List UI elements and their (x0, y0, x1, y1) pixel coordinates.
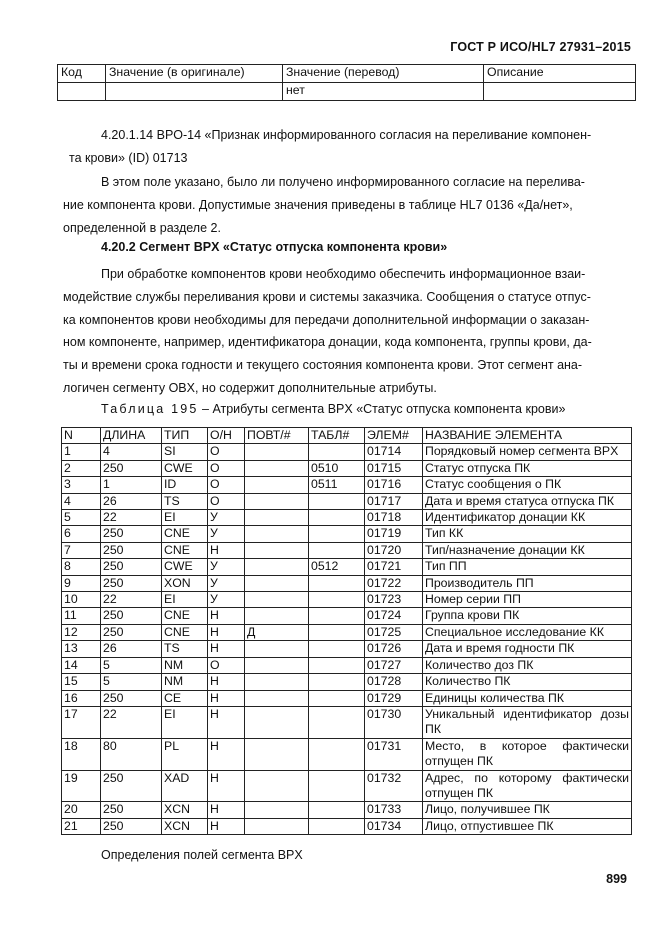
table-cell (309, 674, 365, 690)
table-cell: 01722 (365, 575, 423, 591)
table-cell: 01724 (365, 608, 423, 624)
table-cell: Н (208, 641, 245, 657)
column-header: N (62, 428, 101, 444)
column-header: ПОВТ/# (245, 428, 309, 444)
table-cell: TS (162, 493, 208, 509)
table-cell: 26 (101, 493, 162, 509)
column-header: Код (58, 65, 106, 83)
table-cell: О (208, 657, 245, 673)
table-cell: О (208, 460, 245, 476)
table-cell: 22 (101, 510, 162, 526)
table-cell: SI (162, 444, 208, 460)
table-cell: Н (208, 770, 245, 802)
table-cell (245, 477, 309, 493)
table-cell: NM (162, 674, 208, 690)
table-cell (245, 460, 309, 476)
table-cell: 7 (62, 542, 101, 558)
table-cell (484, 83, 636, 101)
table-cell: нет (283, 83, 484, 101)
table-cell (245, 657, 309, 673)
table-cell: 26 (101, 641, 162, 657)
table-cell: XAD (162, 770, 208, 802)
table-cell (245, 690, 309, 706)
table-cell: Дата и время годности ПК (423, 641, 632, 657)
table-cell (245, 510, 309, 526)
table-cell: У (208, 510, 245, 526)
text-line: ка компонентов крови необходимы для передачи дополнительной информации о заказан- (63, 312, 590, 327)
table-cell (245, 818, 309, 834)
table-caption-text: – Атрибуты сегмента BPX «Статус отпуска компонента крови» (198, 402, 566, 416)
table-cell: EI (162, 706, 208, 738)
column-header: ТИП (162, 428, 208, 444)
table-cell: 250 (101, 802, 162, 818)
table-cell: CWE (162, 559, 208, 575)
table-cell: Количество доз ПК (423, 657, 632, 673)
table-cell (58, 83, 106, 101)
bpx-attributes-table (61, 427, 632, 835)
table-row (62, 460, 632, 476)
table-cell (245, 575, 309, 591)
table-cell (309, 624, 365, 640)
table-row (58, 83, 636, 101)
table-cell (245, 738, 309, 770)
text-line: ние компонента крови. Допустимые значения приведены в таблице HL7 0136 «Да/нет», (63, 197, 573, 212)
table-cell (309, 542, 365, 558)
table-cell (245, 674, 309, 690)
field-definitions-heading: Определения полей сегмента BPX (101, 848, 303, 862)
table-cell: 250 (101, 460, 162, 476)
text-line: ты и времени срока годности и текущего состояния компонента крови. Этот сегмент ана- (63, 358, 583, 373)
table-cell (245, 770, 309, 802)
table-cell (245, 706, 309, 738)
table-row (62, 493, 632, 509)
table-cell: Лицо, получившее ПК (423, 802, 632, 818)
table-cell: 1 (62, 444, 101, 460)
table-cell: 01731 (365, 738, 423, 770)
table-cell: 1 (101, 477, 162, 493)
table-cell: TS (162, 641, 208, 657)
table-cell (309, 575, 365, 591)
table-cell (309, 706, 365, 738)
table-cell (245, 526, 309, 542)
table-cell: 250 (101, 818, 162, 834)
table-header-row (58, 65, 636, 83)
table-cell (245, 641, 309, 657)
table-cell: 5 (62, 510, 101, 526)
text-line: В этом поле указано, было ли получено информированного согласие на перелива- (101, 175, 585, 189)
table-cell: 250 (101, 608, 162, 624)
section-paragraph (63, 263, 630, 400)
table-cell (309, 738, 365, 770)
column-header: Значение (перевод) (283, 65, 484, 83)
table-row (62, 770, 632, 802)
table-cell: 0510 (309, 460, 365, 476)
table-cell: Статус сообщения о ПК (423, 477, 632, 493)
table-cell: XON (162, 575, 208, 591)
table-cell: Номер серии ПП (423, 592, 632, 608)
table-cell (245, 444, 309, 460)
table-cell: 4 (101, 444, 162, 460)
table-cell: Идентификатор донации КК (423, 510, 632, 526)
table-row (62, 608, 632, 624)
table-row (62, 444, 632, 460)
text-line: ном компоненте, например, идентификатора донации, кода компонента, группы крови, да- (63, 335, 592, 350)
page-number: 899 (606, 872, 627, 886)
table-cell: 11 (62, 608, 101, 624)
table-cell: Д (245, 624, 309, 640)
table-cell: Порядковый номер сегмента BPX (423, 444, 632, 460)
table-cell: 01726 (365, 641, 423, 657)
table-cell (245, 802, 309, 818)
table-row (62, 559, 632, 575)
table-cell: Н (208, 608, 245, 624)
values-table (57, 64, 636, 101)
table-cell: 20 (62, 802, 101, 818)
table-cell: ID (162, 477, 208, 493)
table-cell: 01733 (365, 802, 423, 818)
table-cell: 18 (62, 738, 101, 770)
table-row (62, 818, 632, 834)
table-cell: EI (162, 510, 208, 526)
column-header: ДЛИНА (101, 428, 162, 444)
table-row (62, 641, 632, 657)
table-cell (245, 542, 309, 558)
table-cell (245, 559, 309, 575)
table-cell: 01727 (365, 657, 423, 673)
table-cell: 01715 (365, 460, 423, 476)
table-cell: 3 (62, 477, 101, 493)
table-caption-label: Таблица 195 (101, 402, 199, 416)
table-cell: 01728 (365, 674, 423, 690)
table-cell: Группа крови ПК (423, 608, 632, 624)
table-caption (101, 402, 565, 416)
table-cell: 0511 (309, 477, 365, 493)
table-row (62, 510, 632, 526)
table-cell: CNE (162, 542, 208, 558)
field-title-line: та крови» (ID) 01713 (69, 150, 188, 165)
table-cell (309, 690, 365, 706)
table-cell: 01734 (365, 818, 423, 834)
table-cell: 10 (62, 592, 101, 608)
table-cell: 01716 (365, 477, 423, 493)
table-cell (309, 510, 365, 526)
table-cell: 250 (101, 770, 162, 802)
table-cell: Статус отпуска ПК (423, 460, 632, 476)
table-cell: 17 (62, 706, 101, 738)
table-cell: 250 (101, 690, 162, 706)
table-cell: Лицо, отпустившее ПК (423, 818, 632, 834)
table-cell (309, 526, 365, 542)
table-cell: 01729 (365, 690, 423, 706)
table-cell: Тип ПП (423, 559, 632, 575)
table-cell: 15 (62, 674, 101, 690)
table-cell (309, 818, 365, 834)
table-cell (309, 770, 365, 802)
table-cell: О (208, 477, 245, 493)
table-cell: У (208, 592, 245, 608)
section-heading: 4.20.2 Сегмент BPX «Статус отпуска компонента крови» (101, 240, 448, 254)
table-header-row (62, 428, 632, 444)
table-cell: 8 (62, 559, 101, 575)
column-header: О/Н (208, 428, 245, 444)
column-header: НАЗВАНИЕ ЭЛЕМЕНТА (423, 428, 632, 444)
table-cell (309, 444, 365, 460)
table-cell: Н (208, 818, 245, 834)
table-cell (309, 641, 365, 657)
table-cell: Н (208, 706, 245, 738)
table-cell: Специальное исследование КК (423, 624, 632, 640)
table-cell: У (208, 575, 245, 591)
table-cell: Производитель ПП (423, 575, 632, 591)
table-cell: О (208, 444, 245, 460)
table-cell: 250 (101, 559, 162, 575)
table-cell: У (208, 559, 245, 575)
table-row (62, 477, 632, 493)
table-cell (309, 493, 365, 509)
table-cell: 12 (62, 624, 101, 640)
field-title-paragraph (63, 124, 630, 170)
table-cell: 01714 (365, 444, 423, 460)
table-cell: 14 (62, 657, 101, 673)
table-cell: 16 (62, 690, 101, 706)
table-cell: Н (208, 624, 245, 640)
table-cell: 5 (101, 657, 162, 673)
table-cell: Н (208, 674, 245, 690)
table-cell: 22 (101, 706, 162, 738)
table-row (62, 592, 632, 608)
text-line: определенной в разделе 2. (63, 220, 221, 235)
table-row (62, 624, 632, 640)
table-cell: 5 (101, 674, 162, 690)
table-cell: EI (162, 592, 208, 608)
table-cell: 01723 (365, 592, 423, 608)
table-cell (245, 493, 309, 509)
table-cell: 250 (101, 542, 162, 558)
table-cell (309, 608, 365, 624)
text-line: логичен сегменту OBX, но содержит дополнительные атрибуты. (63, 380, 437, 395)
table-cell: 13 (62, 641, 101, 657)
table-cell: Тип КК (423, 526, 632, 542)
table-cell (245, 592, 309, 608)
table-cell: У (208, 526, 245, 542)
text-line: При обработке компонентов крови необходимо обеспечить информационное взаи- (101, 267, 586, 281)
table-cell: 19 (62, 770, 101, 802)
table-cell: 01720 (365, 542, 423, 558)
table-cell (309, 802, 365, 818)
document-header: ГОСТ Р ИСО/HL7 27931–2015 (450, 40, 631, 54)
table-cell: 21 (62, 818, 101, 834)
table-cell: 01725 (365, 624, 423, 640)
table-cell: NM (162, 657, 208, 673)
table-cell: Количество ПК (423, 674, 632, 690)
table-cell: 01721 (365, 559, 423, 575)
table-row (62, 542, 632, 558)
table-cell: XCN (162, 802, 208, 818)
table-cell (309, 592, 365, 608)
table-cell: CWE (162, 460, 208, 476)
table-row (62, 738, 632, 770)
field-description-paragraph (63, 171, 630, 239)
column-header: ТАБЛ# (309, 428, 365, 444)
table-row (62, 802, 632, 818)
table-cell: Тип/назначение донации КК (423, 542, 632, 558)
table-cell (309, 657, 365, 673)
table-cell: 2 (62, 460, 101, 476)
table-cell: 01719 (365, 526, 423, 542)
table-cell: Адрес, по которому фактически отпущен ПК (423, 770, 632, 802)
table-cell (106, 83, 283, 101)
field-title-line: 4.20.1.14 BPO-14 «Признак информированного согласия на переливание компонен- (101, 128, 592, 142)
table-row (62, 526, 632, 542)
table-cell: О (208, 493, 245, 509)
table-cell: Единицы количества ПК (423, 690, 632, 706)
table-cell: XCN (162, 818, 208, 834)
table-cell: 80 (101, 738, 162, 770)
table-cell: 6 (62, 526, 101, 542)
table-cell: 9 (62, 575, 101, 591)
table-cell: 01730 (365, 706, 423, 738)
table-cell: CE (162, 690, 208, 706)
table-cell: Н (208, 542, 245, 558)
table-cell: 01718 (365, 510, 423, 526)
table-cell (245, 608, 309, 624)
column-header: Значение (в оригинале) (106, 65, 283, 83)
table-cell: 0512 (309, 559, 365, 575)
table-row (62, 657, 632, 673)
table-cell: CNE (162, 608, 208, 624)
table-cell: 01732 (365, 770, 423, 802)
column-header: ЭЛЕМ# (365, 428, 423, 444)
column-header: Описание (484, 65, 636, 83)
table-cell: CNE (162, 624, 208, 640)
table-row (62, 690, 632, 706)
table-cell: Уникальный идентификатор дозы ПК (423, 706, 632, 738)
text-line: модействие службы переливания крови и системы заказчика. Сообщения о статусе отпус- (63, 289, 591, 304)
table-cell: PL (162, 738, 208, 770)
table-row (62, 575, 632, 591)
table-cell: Н (208, 690, 245, 706)
table-cell: 250 (101, 575, 162, 591)
table-cell: Н (208, 738, 245, 770)
table-cell: 250 (101, 526, 162, 542)
table-cell: Н (208, 802, 245, 818)
table-row (62, 706, 632, 738)
table-cell: 250 (101, 624, 162, 640)
table-cell: CNE (162, 526, 208, 542)
table-cell: 4 (62, 493, 101, 509)
table-cell: Место, в которое фактически отпущен ПК (423, 738, 632, 770)
table-row (62, 674, 632, 690)
table-cell: 01717 (365, 493, 423, 509)
table-cell: 22 (101, 592, 162, 608)
table-cell: Дата и время статуса отпуска ПК (423, 493, 632, 509)
